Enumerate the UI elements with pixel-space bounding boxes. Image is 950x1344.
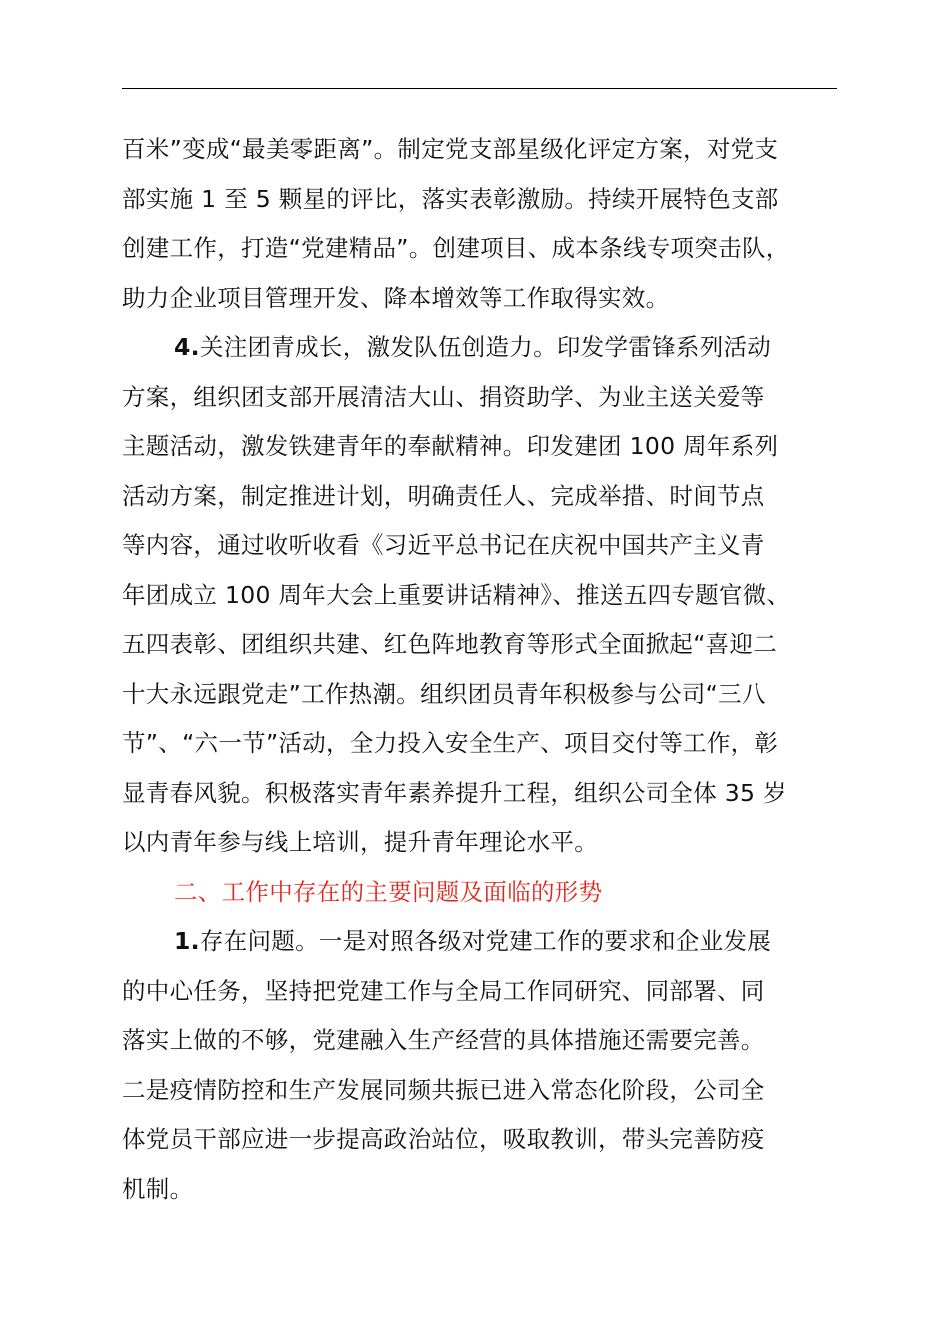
- item-number: 1.: [174, 927, 200, 955]
- text-line: 百米”变成“最美零距离”。制定党支部星级化评定方案，对党支: [122, 135, 779, 163]
- text-line-first: [122, 323, 840, 373]
- text-line: 创建工作，打造“党建精品”。创建项目、成本条线专项突击队，: [122, 234, 790, 262]
- text-line: 五四表彰、团组织共建、红色阵地教育等形式全面掀起“喜迎二: [122, 630, 778, 658]
- paragraph-party-branch-rating: [122, 125, 840, 323]
- text-line: 十大永远跟党走”工作热潮。组织团员青年积极参与公司“三八: [122, 679, 766, 708]
- text-line: 机制。: [122, 1174, 194, 1203]
- text-line: 显青春风貌。积极落实青年素养提升工程，组织公司全体 35 岁: [122, 778, 787, 807]
- text-line: 落实上做的不够，党建融入生产经营的具体措施还需要完善。: [122, 1026, 765, 1054]
- item-number: 4.: [174, 333, 200, 361]
- text-line: 助力企业项目管理开发、降本增效等工作取得实效。: [122, 283, 670, 312]
- header-rule: [122, 88, 837, 89]
- text-line: 以内青年参与线上培训，提升青年理论水平。: [122, 828, 598, 856]
- text-line: 活动方案，制定推进计划，明确责任人、完成举措、时间节点: [122, 481, 765, 510]
- text-line: 主题活动，激发铁建青年的奉献精神。印发建团 100 周年系列: [122, 432, 779, 460]
- paragraph-existing-problems: [122, 917, 840, 1214]
- paragraph-youth-growth: [122, 323, 840, 868]
- text-line: 的中心任务，坚持把党建工作与全局工作同研究、同部署、同: [122, 976, 765, 1005]
- text-line: 方案，组织团支部开展清洁大山、捐资助学、为业主送关爱等: [122, 382, 765, 411]
- text-line: 部实施 1 至 5 颗星的评比，落实表彰激励。持续开展特色支部: [122, 184, 779, 213]
- text-line: 等内容，通过收听收看《习近平总书记在庆祝中国共产主义青: [122, 531, 765, 559]
- text-line: 节”、“六一节”活动，全力投入安全生产、项目交付等工作，彰: [122, 729, 779, 757]
- text-line: 体党员干部应进一步提高政治站位，吸取教训，带头完善防疫: [122, 1125, 765, 1153]
- document-body: [122, 125, 840, 1214]
- section-heading: 二、工作中存在的主要问题及面临的形势: [174, 877, 603, 906]
- text-line: 二是疫情防控和生产发展同频共振已进入常态化阶段，公司全: [122, 1075, 765, 1104]
- item-lead-text: 存在问题。一是对照各级对党建工作的要求和企业发展: [199, 927, 772, 955]
- item-lead-text: 关注团青成长，激发队伍创造力。印发学雷锋系列活动: [199, 333, 772, 361]
- text-line: 年团成立 100 周年大会上重要讲话精神》、推送五四专题官微、: [122, 580, 791, 609]
- text-line-first: [122, 917, 840, 967]
